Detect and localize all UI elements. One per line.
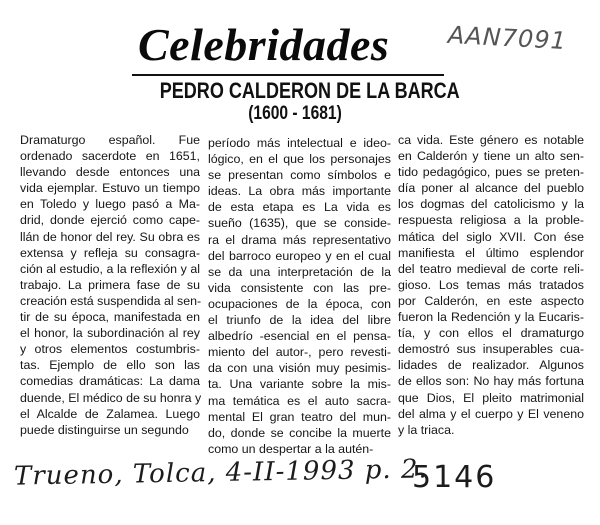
- archive-code: AAN7091: [447, 20, 568, 56]
- text-line: extensa y refleja su consagra-: [20, 245, 200, 260]
- text-line: se presentan como símbolos e: [208, 168, 391, 183]
- text-line: período más intelectual e ideo-: [208, 136, 391, 150]
- text-line: de ellos son: No hay más fortuna: [398, 374, 584, 389]
- text-line: puede distinguirse un segundo: [20, 422, 189, 437]
- text-line: que Dios, El pleito matrimonial: [398, 390, 584, 405]
- text-line: ra el drama más representativo: [208, 232, 391, 247]
- text-line: fueron la Redención y la Eucaris-: [398, 310, 584, 325]
- text-line: tas. Ejemplo de ello son las: [20, 358, 200, 373]
- text-line: el triunfo de la idea del libre: [208, 313, 391, 328]
- text-line: creación está suspendida al sen-: [20, 293, 202, 308]
- text-line: demostró sus insuperables cua-: [398, 342, 584, 357]
- text-line: del teatro medieval de corte reli-: [398, 261, 584, 276]
- handwritten-source-note: Trueno, Tolca, 4-II-1993 p. 2.: [13, 454, 429, 492]
- text-line: miento del autor-, pero revesti-: [208, 345, 391, 360]
- text-line: Dramaturgo español. Fue: [20, 133, 200, 147]
- text-line: del alma y el cuerpo y El veneno: [398, 406, 584, 421]
- text-line: do, donde se concibe la muerte: [208, 425, 391, 440]
- handwritten-record-number: 5146: [412, 460, 497, 495]
- text-line: el honor, la subordinación al rey: [20, 326, 200, 341]
- text-line: en Toledo y luego pasó a Ma-: [20, 197, 200, 212]
- text-line: manifiesta el último esplendor: [398, 245, 584, 260]
- text-line: los dogmas del catolicismo y la: [398, 197, 584, 212]
- text-line: como un despertar a la autén-: [208, 441, 374, 456]
- article-column-3: [398, 132, 584, 438]
- text-line: ideas. La obra más importante: [208, 184, 391, 199]
- text-line: comedias dramáticas: La dama: [20, 374, 200, 389]
- text-line: lidades de realizador. Algunos: [398, 358, 584, 373]
- text-line: el Alcalde de Zalamea. Luego: [20, 406, 200, 421]
- text-line: da con una visión muy pesimis-: [208, 361, 391, 376]
- text-line: vida consistente con las pre-: [208, 280, 391, 295]
- article-column-2: [208, 135, 391, 457]
- text-line: ocupaciones de la época, con: [208, 296, 391, 311]
- text-line: tía, y con ellos el dramaturgo: [398, 326, 584, 341]
- text-line: albedrío -esencial en el pensa-: [208, 329, 391, 344]
- article-dates: (1600 - 1681): [248, 103, 342, 124]
- text-line: duende, El médico de su honra y: [20, 390, 202, 405]
- text-line: y otros elementos costumbris-: [20, 342, 200, 357]
- text-line: llevando desde entonces una: [20, 165, 200, 180]
- text-line: lógico, en el que los personajes: [208, 152, 391, 167]
- text-line: gioso. Los temas más tratados: [398, 277, 584, 292]
- text-line: se da una interpretación de la: [208, 264, 391, 279]
- text-line: vida ejemplar. Estuvo un tiempo: [20, 181, 200, 196]
- text-line: ción al estudio, a la reflexión y al: [20, 261, 200, 276]
- text-line: trabajo. La primera fase de su: [20, 277, 200, 292]
- text-line: ta. Una variante sobre la mis-: [208, 377, 391, 392]
- text-line: tir de su época, manifestada en: [20, 310, 200, 325]
- section-title: Celebridades: [138, 19, 390, 70]
- text-line: día poner al alcance del pueblo: [398, 181, 584, 196]
- text-line: mental El gran teatro del mun-: [208, 409, 391, 424]
- text-line: ordenado sacerdote en 1651,: [20, 149, 200, 164]
- article-headline: PEDRO CALDERON DE LA BARCA: [159, 78, 460, 103]
- text-line: sueño (1635), que se conside-: [208, 216, 391, 231]
- text-line: del barroco europeo y en el cual: [208, 248, 391, 263]
- text-line: de esta etapa es La vida es: [208, 200, 391, 215]
- text-line: y la triaca.: [398, 422, 455, 437]
- text-line: por Calderón, en este aspecto: [398, 293, 584, 308]
- text-line: ca vida. Este género es notable: [398, 133, 584, 147]
- article-column-1: [20, 132, 200, 438]
- text-line: tido pedagógico, pues se preten-: [398, 165, 584, 180]
- text-line: ma temática es el auto sacra-: [208, 393, 391, 408]
- text-line: respuesta religiosa a la proble-: [398, 213, 584, 228]
- text-line: en Calderón y tiene un alto sen-: [398, 149, 584, 164]
- text-line: mática del siglo XVII. Con ése: [398, 229, 584, 244]
- text-line: drid, donde ejerció como cape-: [20, 213, 200, 228]
- title-rule: [132, 74, 444, 76]
- text-line: llán de honor del rey. Su obra es: [20, 229, 200, 244]
